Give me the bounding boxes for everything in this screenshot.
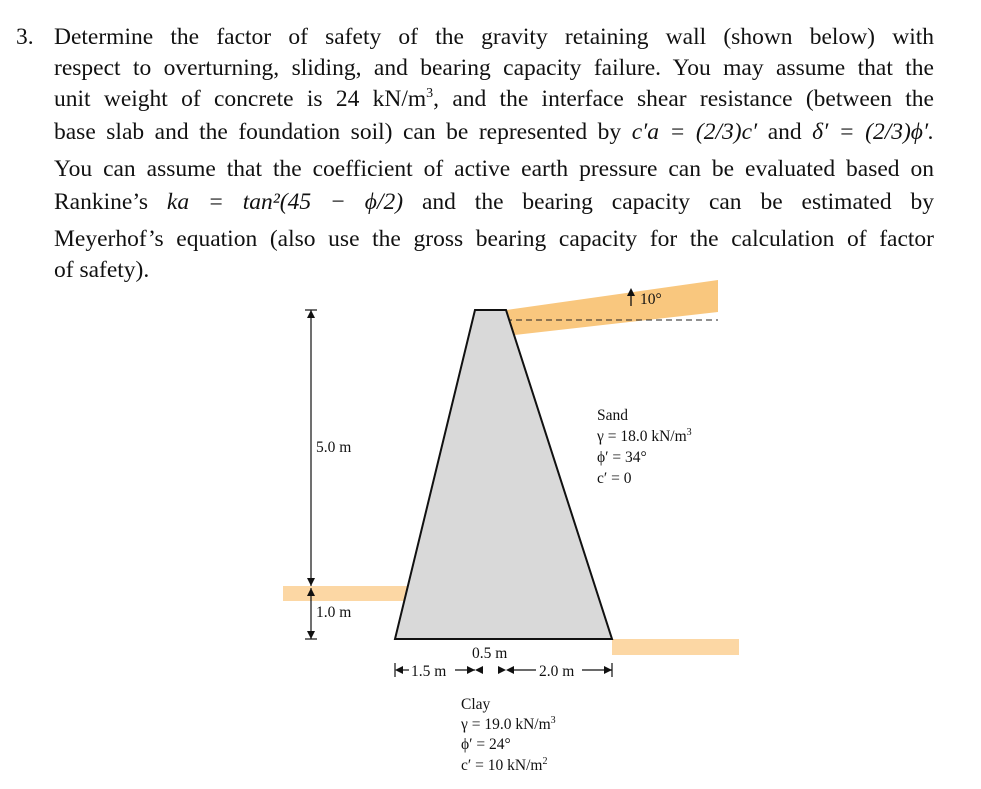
back-ground-surface [612, 639, 739, 655]
problem-line-5: You can assume that the coefficient of active earth pressure can be evaluated based on [54, 156, 934, 182]
sand-friction-angle: ϕ′ = 34° [597, 449, 647, 466]
clay-cohesion-text: c′ = 10 kN/m [461, 757, 543, 774]
sand-unit-weight-sup: 3 [686, 427, 692, 438]
clay-cohesion [461, 756, 547, 774]
clay-cohesion-sup: 2 [542, 756, 548, 767]
backfill-slope [506, 280, 718, 336]
problem-line-2: respect to overturning, sliding, and bearing capacity failure. You may assume that the [54, 55, 934, 81]
wall-height-label: 5.0 m [316, 439, 352, 456]
wall-height-arrow-bottom [307, 578, 315, 586]
rankine-ka-equation: ka = tan²(45 − ϕ/2) [166, 189, 404, 215]
line4-text-a: base slab and the foundation soil) can be represented by [54, 119, 632, 145]
top-width-arrow-left [475, 666, 483, 674]
problem-number: 3. [16, 24, 34, 50]
embedment-arrow-bottom [307, 631, 315, 639]
clay-friction-angle: ϕ′ = 24° [461, 736, 511, 753]
line3-text-b: , and the interface shear resistance (between the [433, 86, 934, 112]
clay-title: Clay [461, 696, 491, 713]
right-base-label: 2.0 m [539, 663, 575, 680]
problem-line-8: of safety). [54, 257, 150, 283]
problem-line-7: Meyerhof’s equation (also use the gross bearing capacity for the calculation of factor [54, 226, 934, 252]
interface-friction-equation: δ′ = (2/3)ϕ′. [812, 119, 934, 145]
top-width-arrow-right [498, 666, 506, 674]
top-width-label: 0.5 m [472, 645, 508, 662]
left-base-arrow-right [467, 666, 475, 674]
sand-title: Sand [597, 407, 628, 424]
clay-unit-weight-text: γ = 19.0 kN/m [461, 716, 551, 733]
sand-cohesion: c′ = 0 [597, 470, 632, 487]
embedment-label: 1.0 m [316, 604, 352, 621]
clay-unit-weight-sup: 3 [550, 715, 556, 726]
line4-and: and [757, 119, 813, 145]
retaining-wall [395, 310, 612, 639]
right-base-arrow-right [604, 666, 612, 674]
problem-line-1: Determine the factor of safety of the gravity retaining wall (shown below) with [54, 24, 934, 50]
sand-unit-weight-text: γ = 18.0 kN/m [597, 428, 687, 445]
line6-text-a: Rankine’s [54, 189, 167, 215]
left-base-label: 1.5 m [411, 663, 447, 680]
line3-text-a: unit weight of concrete is 24 kN/m [54, 86, 427, 112]
clay-unit-weight [460, 715, 556, 733]
front-ground-surface [283, 586, 409, 601]
slope-angle-label: 10° [640, 291, 662, 308]
wall-height-arrow-top [307, 310, 315, 318]
line3-superscript: 3 [426, 86, 434, 102]
interface-cohesion-equation: c′a = (2/3)c′ [631, 119, 758, 145]
sand-unit-weight [596, 427, 692, 445]
line6-text-b: and the bearing capacity can be estimated by [403, 189, 934, 215]
